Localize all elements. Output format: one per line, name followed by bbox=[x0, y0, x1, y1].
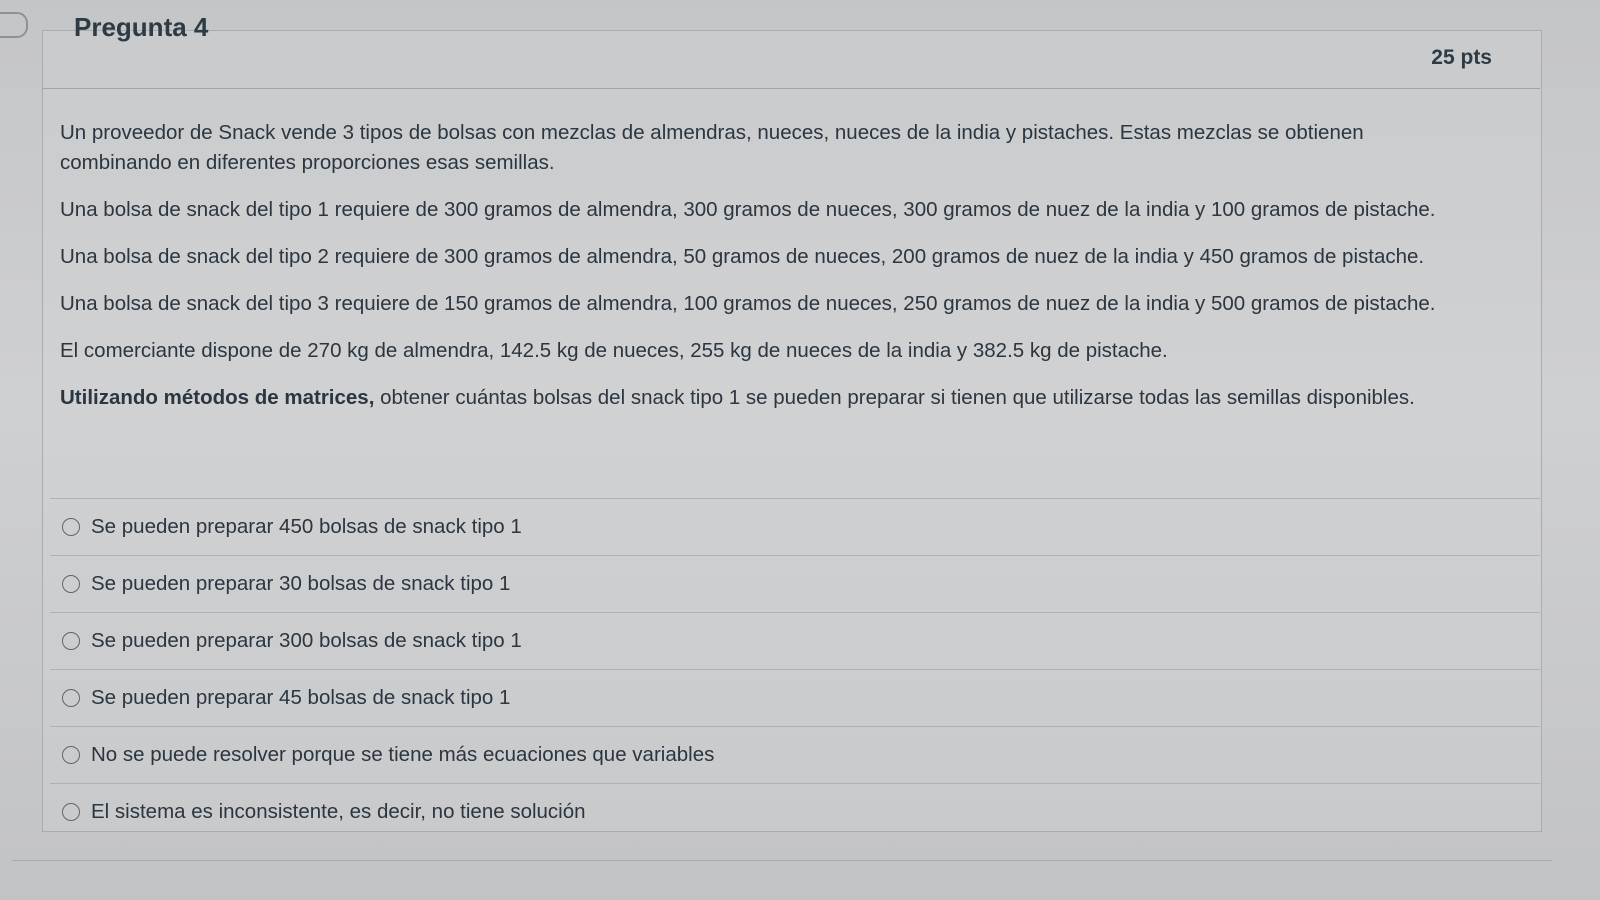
answer-option[interactable] bbox=[50, 669, 1540, 726]
radio-unchecked-icon[interactable] bbox=[62, 575, 80, 593]
divider bbox=[12, 860, 1552, 861]
answer-label: Se pueden preparar 450 bolsas de snack tipo 1 bbox=[91, 515, 522, 538]
answer-option[interactable] bbox=[50, 783, 1540, 840]
question-paragraph-type1: Una bolsa de snack del tipo 1 requiere de 300 gramos de almendra, 300 gramos de nueces, 300 gramos de nuez de la india y 100 gramos de pistache. bbox=[60, 198, 1436, 221]
question-paragraph-type3: Una bolsa de snack del tipo 3 requiere de 150 gramos de almendra, 100 gramos de nueces, 250 gramos de nuez de la india y 500 gramos de pistache. bbox=[60, 292, 1436, 315]
answer-label: El sistema es inconsistente, es decir, no tiene solución bbox=[91, 800, 586, 823]
answer-label: Se pueden preparar 30 bolsas de snack tipo 1 bbox=[91, 572, 511, 595]
answer-label: Se pueden preparar 300 bolsas de snack tipo 1 bbox=[91, 629, 522, 652]
radio-unchecked-icon[interactable] bbox=[62, 632, 80, 650]
question-instruction bbox=[60, 383, 1530, 413]
question-paragraph-intro: Un proveedor de Snack vende 3 tipos de bolsas con mezclas de almendras, nueces, nueces de la india y pistaches. Estas mezclas se obtienen combinando en diferentes proporciones esas semillas. bbox=[60, 121, 1364, 174]
instruction-bold: Utilizando métodos de matrices, bbox=[60, 386, 375, 409]
answer-label: Se pueden preparar 45 bolsas de snack tipo 1 bbox=[91, 686, 511, 709]
answer-list bbox=[50, 498, 1540, 840]
question-title: Pregunta 4 bbox=[74, 12, 209, 42]
radio-unchecked-icon[interactable] bbox=[62, 803, 80, 821]
question-header bbox=[42, 0, 1540, 89]
radio-unchecked-icon[interactable] bbox=[62, 689, 80, 707]
radio-unchecked-icon[interactable] bbox=[62, 518, 80, 536]
answer-option[interactable] bbox=[50, 726, 1540, 783]
radio-unchecked-icon[interactable] bbox=[62, 746, 80, 764]
question-text bbox=[60, 118, 1530, 430]
bookmark-icon[interactable] bbox=[0, 12, 28, 38]
question-paragraph-stock: El comerciante dispone de 270 kg de almendra, 142.5 kg de nueces, 255 kg de nueces de la india y 382.5 kg de pistache. bbox=[60, 339, 1168, 362]
question-points: 25 pts bbox=[1431, 46, 1492, 69]
instruction-rest: obtener cuántas bolsas del snack tipo 1 se pueden preparar si tienen que utilizarse todas las semillas disponibles. bbox=[374, 386, 1415, 409]
answer-option[interactable] bbox=[50, 612, 1540, 669]
answer-option[interactable] bbox=[50, 555, 1540, 612]
question-paragraph-type2: Una bolsa de snack del tipo 2 requiere de 300 gramos de almendra, 50 gramos de nueces, 200 gramos de nuez de la india y 450 gramos de pistache. bbox=[60, 245, 1425, 268]
answer-label: No se puede resolver porque se tiene más ecuaciones que variables bbox=[91, 743, 715, 766]
answer-option[interactable] bbox=[50, 498, 1540, 555]
